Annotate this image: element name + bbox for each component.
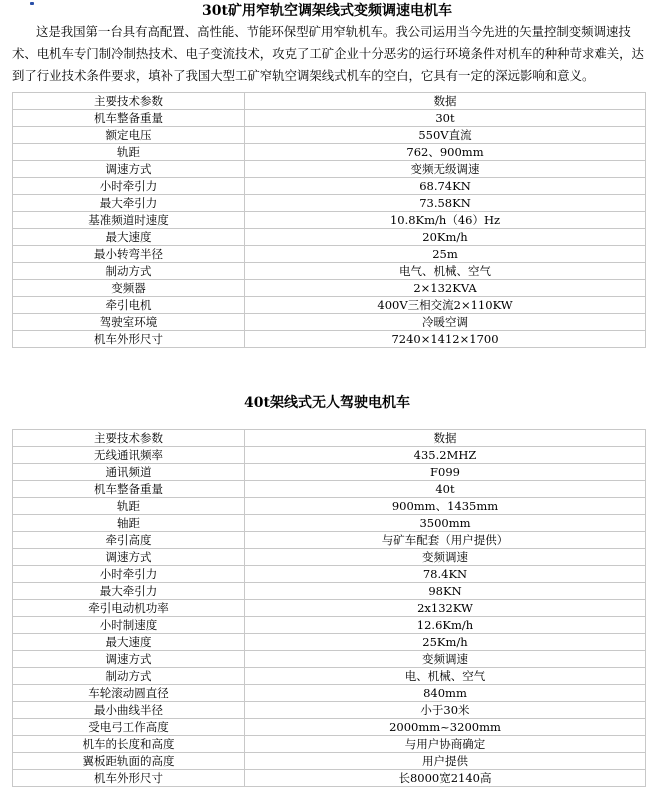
article-title-30t: 30t矿用窄轨空调架线式变频调速电机车 (202, 3, 452, 19)
param-value-cell: 400V三相交流2×110KW (245, 297, 646, 314)
param-name-cell: 机车整备重量 (13, 481, 245, 498)
table-row (13, 144, 646, 161)
param-name-cell: 驾驶室环境 (13, 314, 245, 331)
param-name-cell: 小时牵引力 (13, 178, 245, 195)
spec-table-30t-body (13, 93, 646, 348)
table-row (13, 668, 646, 685)
table-row (13, 331, 646, 348)
table-row (13, 110, 646, 127)
param-value-cell: 2x132KW (245, 600, 646, 617)
param-name-cell: 通讯频道 (13, 464, 245, 481)
param-value-cell: F099 (245, 464, 646, 481)
param-value-cell: 10.8Km/h（46）Hz (245, 212, 646, 229)
param-value-cell: 435.2MHZ (245, 447, 646, 464)
param-value-cell: 40t (245, 481, 646, 498)
param-name-cell: 机车整备重量 (13, 110, 245, 127)
param-name-cell: 基准频道时速度 (13, 212, 245, 229)
table-row (13, 617, 646, 634)
param-name-cell: 小时制速度 (13, 617, 245, 634)
table-row (13, 685, 646, 702)
param-name-cell: 最大速度 (13, 634, 245, 651)
param-value-cell: 25m (245, 246, 646, 263)
param-value-cell: 电、机械、空气 (245, 668, 646, 685)
param-name-cell: 调速方式 (13, 549, 245, 566)
article-intro-paragraph: 这是我国第一台具有高配置、高性能、节能环保型矿用窄轨机车。我公司运用当今先进的矢量控制变频调速技术、电机车专门制冷制热技术、电子变流技术，攻克了工矿企业十分恶劣的运行环境条件对机车的种种苛求难关，达到了行业技术条件要求，填补了我国大型工矿窄轨空调架线式机车的空白，它具有一定的深远影响和意义。 (12, 24, 644, 83)
param-name-cell: 轨距 (13, 144, 245, 161)
table-row (13, 280, 646, 297)
table-row (13, 583, 646, 600)
param-value-cell: 20Km/h (245, 229, 646, 246)
table-row (13, 178, 646, 195)
param-name-cell: 轨距 (13, 498, 245, 515)
param-name-cell: 调速方式 (13, 161, 245, 178)
table-row (13, 447, 646, 464)
param-value-cell: 小于30米 (245, 702, 646, 719)
param-value-cell: 与用户协商确定 (245, 736, 646, 753)
table-row (13, 464, 646, 481)
table-row (13, 736, 646, 753)
param-name-cell: 额定电压 (13, 127, 245, 144)
table-row (13, 651, 646, 668)
table-row (13, 263, 646, 280)
param-value-cell: 3500mm (245, 515, 646, 532)
article-title-40t: 40t架线式无人驾驶电机车 (244, 395, 410, 411)
param-value-cell: 762、900mm (245, 144, 646, 161)
param-value-cell: 2000mm~3200mm (245, 719, 646, 736)
param-value-cell: 25Km/h (245, 634, 646, 651)
table-row (13, 481, 646, 498)
param-value-cell: 长8000宽2140高 (245, 770, 646, 787)
table-row (13, 212, 646, 229)
param-name-cell: 无线通讯频率 (13, 447, 245, 464)
param-name-cell: 机车外形尺寸 (13, 770, 245, 787)
param-name-cell: 机车外形尺寸 (13, 331, 245, 348)
param-value-cell: 73.58KN (245, 195, 646, 212)
table-header-row (13, 93, 646, 110)
param-name-cell: 制动方式 (13, 263, 245, 280)
param-name-cell: 调速方式 (13, 651, 245, 668)
table-row (13, 229, 646, 246)
header-param-cell: 主要技术参数 (13, 93, 245, 110)
table-row (13, 161, 646, 178)
param-value-cell: 变频调速 (245, 651, 646, 668)
param-value-cell: 冷暖空调 (245, 314, 646, 331)
param-value-cell: 68.74KN (245, 178, 646, 195)
param-value-cell: 98KN (245, 583, 646, 600)
param-name-cell: 牵引电机 (13, 297, 245, 314)
param-name-cell: 变频器 (13, 280, 245, 297)
table-row (13, 314, 646, 331)
param-value-cell: 840mm (245, 685, 646, 702)
param-value-cell: 电气、机械、空气 (245, 263, 646, 280)
param-name-cell: 最大牵引力 (13, 195, 245, 212)
param-value-cell: 78.4KN (245, 566, 646, 583)
param-name-cell: 制动方式 (13, 668, 245, 685)
table-row (13, 195, 646, 212)
table-row (13, 532, 646, 549)
param-value-cell: 用户提供 (245, 753, 646, 770)
table-row (13, 127, 646, 144)
header-value-cell: 数据 (245, 93, 646, 110)
table-row (13, 297, 646, 314)
param-value-cell: 与矿车配套（用户提供） (245, 532, 646, 549)
param-value-cell: 30t (245, 110, 646, 127)
table-row (13, 753, 646, 770)
param-name-cell: 车轮滚动圆直径 (13, 685, 245, 702)
param-name-cell: 最小转弯半径 (13, 246, 245, 263)
table-header-row (13, 430, 646, 447)
param-name-cell: 受电弓工作高度 (13, 719, 245, 736)
param-value-cell: 7240×1412×1700 (245, 331, 646, 348)
param-value-cell: 12.6Km/h (245, 617, 646, 634)
param-value-cell: 变频无级调速 (245, 161, 646, 178)
param-name-cell: 翼板距轨面的高度 (13, 753, 245, 770)
param-name-cell: 最大速度 (13, 229, 245, 246)
table-row (13, 719, 646, 736)
spec-table-40t (12, 429, 646, 787)
spec-table-30t (12, 92, 646, 348)
param-name-cell: 最小曲线半径 (13, 702, 245, 719)
param-name-cell: 轴距 (13, 515, 245, 532)
table-row (13, 549, 646, 566)
header-param-cell: 主要技术参数 (13, 430, 245, 447)
param-name-cell: 牵引高度 (13, 532, 245, 549)
param-name-cell: 小时牵引力 (13, 566, 245, 583)
param-value-cell: 550V直流 (245, 127, 646, 144)
spec-table-40t-body (13, 430, 646, 787)
table-row (13, 246, 646, 263)
param-name-cell: 机车的长度和高度 (13, 736, 245, 753)
param-value-cell: 变频调速 (245, 549, 646, 566)
table-row (13, 770, 646, 787)
param-value-cell: 2×132KVA (245, 280, 646, 297)
table-row (13, 498, 646, 515)
param-name-cell: 最大牵引力 (13, 583, 245, 600)
table-row (13, 634, 646, 651)
param-name-cell: 牵引电动机功率 (13, 600, 245, 617)
table-row (13, 515, 646, 532)
header-value-cell: 数据 (245, 430, 646, 447)
table-row (13, 566, 646, 583)
param-value-cell: 900mm、1435mm (245, 498, 646, 515)
table-row (13, 702, 646, 719)
table-row (13, 600, 646, 617)
